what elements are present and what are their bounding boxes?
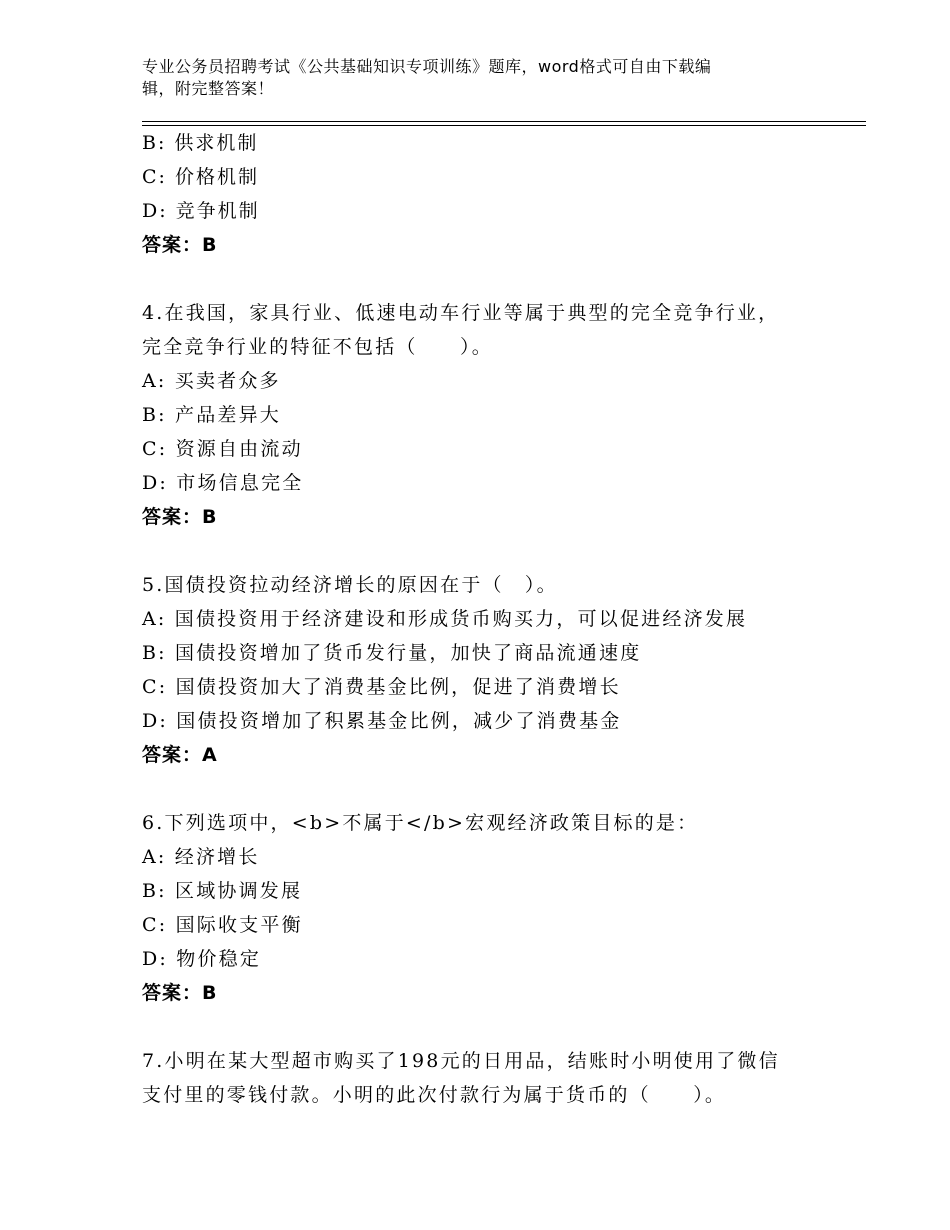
option-b: B: 区域协调发展 bbox=[142, 880, 303, 902]
header-divider-top bbox=[142, 121, 866, 122]
answer-label: 答案：B bbox=[142, 234, 218, 256]
option-b: B: 供求机制 bbox=[142, 132, 259, 154]
question-3-continued bbox=[142, 126, 866, 262]
question-stem: 4.在我国，家具行业、低速电动车行业等属于典型的完全竞争行业， bbox=[142, 302, 780, 324]
option-c: C: 价格机制 bbox=[142, 166, 259, 188]
question-stem: 7.小明在某大型超市购买了198元的日用品，结账时小明使用了微信 bbox=[142, 1050, 780, 1072]
option-d: D: 市场信息完全 bbox=[142, 472, 304, 494]
option-c: C: 资源自由流动 bbox=[142, 438, 303, 460]
document-header bbox=[142, 56, 802, 100]
answer-label: 答案：B bbox=[142, 506, 218, 528]
question-7 bbox=[142, 1044, 866, 1112]
option-a: A: 经济增长 bbox=[142, 846, 260, 868]
question-stem: 5.国债投资拉动经济增长的原因在于（ ）。 bbox=[142, 574, 558, 596]
option-d: D: 国债投资增加了积累基金比例，减少了消费基金 bbox=[142, 710, 622, 732]
answer-label: 答案：B bbox=[142, 982, 218, 1004]
option-c: C: 国债投资加大了消费基金比例，促进了消费增长 bbox=[142, 676, 621, 698]
header-line-1: 专业公务员招聘考试《公共基础知识专项训练》题库，word格式可自由下载编 bbox=[142, 57, 712, 76]
question-stem: 完全竞争行业的特征不包括（ ）。 bbox=[142, 336, 493, 358]
question-4 bbox=[142, 296, 866, 534]
question-stem: 支付里的零钱付款。小明的此次付款行为属于货币的（ ）。 bbox=[142, 1084, 727, 1106]
option-a: A: 国债投资用于经济建设和形成货币购买力，可以促进经济发展 bbox=[142, 608, 748, 630]
question-6 bbox=[142, 806, 866, 1010]
question-5 bbox=[142, 568, 866, 772]
answer-label: 答案：A bbox=[142, 744, 218, 766]
question-content bbox=[142, 126, 866, 1112]
option-b: B: 产品差异大 bbox=[142, 404, 282, 426]
option-c: C: 国际收支平衡 bbox=[142, 914, 303, 936]
option-b: B: 国债投资增加了货币发行量，加快了商品流通速度 bbox=[142, 642, 642, 664]
option-a: A: 买卖者众多 bbox=[142, 370, 281, 392]
question-stem: 6.下列选项中，<b>不属于</b>宏观经济政策目标的是： bbox=[142, 812, 699, 834]
option-d: D: 物价稳定 bbox=[142, 948, 262, 970]
header-line-2: 辑，附完整答案！ bbox=[142, 79, 275, 98]
option-d: D: 竞争机制 bbox=[142, 200, 260, 222]
